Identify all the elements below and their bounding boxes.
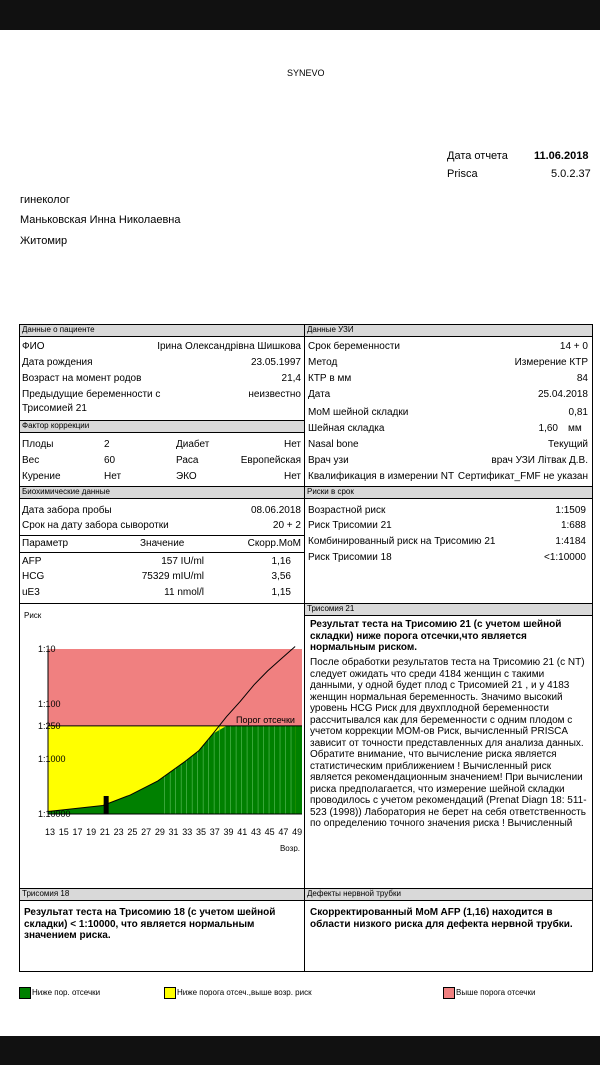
x-tick-label: 37: [209, 827, 220, 837]
biochem-param: HCG: [22, 571, 45, 582]
biochem-value: 11 nmol/l: [164, 587, 204, 598]
cutoff-label: Порог отсечки: [236, 714, 295, 725]
legend-red-swatch: [443, 987, 455, 999]
smoking-label: Курение: [22, 471, 61, 482]
patient-age: 21,4: [281, 373, 301, 384]
legend-yellow-swatch: [164, 987, 176, 999]
us-nasal-value: Текущий: [548, 439, 588, 450]
biochem-value: 75329 mIU/ml: [141, 571, 204, 582]
serum-term: 20 + 2: [272, 520, 301, 531]
us-nt-label: Шейная складка: [308, 423, 385, 434]
risks-section-title: Риски в срок: [305, 487, 592, 499]
us-method-label: Метод: [308, 357, 338, 368]
us-ktr-label: КТР в мм: [308, 373, 352, 384]
us-mom-label: MoM шейной складки: [308, 407, 409, 418]
col-mom: Скорр.MoM: [247, 538, 301, 549]
us-nasal-label: Nasal bone: [308, 439, 359, 450]
patient-dob-label: Дата рождения: [22, 357, 93, 368]
x-tick-label: 29: [154, 827, 165, 837]
x-tick-label: 35: [196, 827, 207, 837]
us-method-value: Измерение КТР: [514, 357, 588, 368]
x-tick-label: 47: [278, 827, 289, 837]
patient-marker: [104, 796, 109, 814]
col-param: Параметр: [22, 538, 69, 549]
y-tick-label: 1:100: [38, 699, 61, 709]
patient-prev-label-2: Трисомией 21: [22, 403, 87, 414]
lab-name: SYNEVO: [287, 68, 325, 78]
race-value: Европейская: [240, 455, 301, 466]
x-tick-label: 39: [223, 827, 234, 837]
biochem-mom: 3,56: [271, 571, 291, 582]
diabetes-value: Нет: [283, 439, 301, 450]
t21-result: Результат теста на Трисомию 21 (с учетом шейной складки) ниже порога отсечки,что является нормальным риском.: [310, 619, 562, 653]
patient-section-title: Данные о пациенте: [20, 325, 304, 337]
risk-value: 1:4184: [555, 536, 586, 547]
ultrasound-section-title: Данные УЗИ: [305, 325, 592, 337]
legend-yellow-label: Ниже порога отсеч.,выше возр. риск: [177, 988, 312, 997]
us-nt-unit: мм: [568, 423, 582, 434]
biochem-param: AFP: [22, 556, 42, 567]
biochem-mom: 1,16: [271, 556, 291, 567]
patient-prev-label-1: Предыдущие беременности с: [22, 389, 161, 400]
y-tick-label: 1:250: [38, 720, 61, 731]
us-ktr-value: 84: [576, 373, 588, 384]
patient-dob: 23.05.1997: [250, 357, 301, 368]
legend-red-label: Выше порога отсечки: [456, 988, 536, 997]
us-term-value: 14 + 0: [559, 341, 588, 352]
us-term-label: Срок беременности: [308, 341, 401, 352]
patient-prev-value: неизвестно: [248, 389, 301, 400]
col-value: Значение: [140, 538, 185, 549]
x-tick-label: 33: [182, 827, 193, 837]
biochem-value: 157 IU/ml: [161, 556, 204, 567]
software-version: 5.0.2.37: [551, 168, 591, 180]
ivf-value: Нет: [283, 471, 301, 482]
report-date: 11.06.2018: [534, 150, 589, 162]
report-date-label: Дата отчета: [447, 150, 508, 162]
us-qual-label: Квалификация в измерении NT: [308, 471, 455, 482]
us-doctor-value: врач УЗИ Літвак Д.В.: [491, 455, 588, 466]
t18-result: Результат теста на Трисомию 18 (с учетом шейной складки) < 1:10000, что является нормальным значением риска.: [24, 907, 276, 941]
risk-label: Риск Трисомии 18: [308, 552, 392, 563]
y-tick-label: 1:10: [38, 644, 56, 654]
us-date-label: Дата: [308, 389, 331, 400]
x-tick-label: 17: [72, 827, 83, 837]
patient-name-label: ФИО: [22, 341, 45, 352]
x-tick-label: 41: [237, 827, 248, 837]
doctor-city: Житомир: [20, 235, 68, 247]
legend-green-label: Ниже пор. отсечки: [32, 988, 101, 997]
x-tick-label: 13: [44, 827, 56, 837]
sample-date-label: Дата забора пробы: [22, 505, 112, 516]
correction-section-title: Фактор коррекции: [20, 421, 304, 433]
t21-text: После обработки результатов теста на Трисомию 21 (с NT) следует ожидать что среди 4184 женщин с такими данными, у одной будет плод с Трисомией 21 , и у 4183 женщин нормальная беременность. Значимо высокий уровень HCG Риск для двухплодной беременности рассчитывался как для беременности с одним плодом с учетом коррекции MOM-ов Риск, вычисленный PRISCA зависит от точности представленных для анализа данных. Обратите внимание, что вычисление риска является статистическим приближением ! Вычисленный риск является рекомендационным значением! При вычислении риска предполагается, что измерение шейной складки проводилось с учетом рекомендаций (Prenat Diagn 18: 511-523 (1998)) Лаборатория не берет на себя ответственность по определению точного значения риска ! Вычисленный: [310, 657, 587, 829]
bottom-status-bar: [0, 1036, 600, 1065]
diabetes-label: Диабет: [176, 439, 210, 450]
risk-value: 1:1509: [555, 505, 586, 516]
weight-label: Вес: [22, 455, 40, 466]
us-date-value: 25.04.2018: [537, 389, 588, 400]
doctor-role: гинеколог: [20, 194, 70, 206]
us-nt-value: 1,60: [538, 423, 558, 434]
x-tick-label: 43: [250, 827, 261, 837]
ivf-label: ЭКО: [176, 471, 197, 482]
biochem-mom: 1,15: [271, 587, 291, 598]
software-label: Prisca: [447, 168, 478, 180]
x-tick-label: 27: [141, 827, 152, 837]
y-tick-label: 1:10000: [38, 809, 71, 819]
patient-age-label: Возраст на момент родов: [22, 373, 142, 384]
weight-value: 60: [104, 455, 116, 466]
race-label: Раса: [176, 455, 199, 466]
risk-label: Возрастной риск: [308, 505, 386, 516]
sample-date: 08.06.2018: [250, 505, 301, 516]
x-tick-label: 25: [127, 827, 138, 837]
smoking-value: Нет: [104, 471, 122, 482]
doctor-name: Маньковская Инна Николаевна: [20, 214, 181, 226]
x-tick-label: 49: [292, 827, 303, 837]
ntd-result: Скорректированный MoM AFP (1,16) находится в области низкого риска для дефекта нервной трубки.: [310, 907, 573, 930]
us-qual-value: Сертификат_FMF не указан: [457, 471, 588, 482]
ntd-section-title: Дефекты нервной трубки: [305, 889, 592, 901]
top-status-bar: [0, 0, 600, 30]
biochem-param: uE3: [22, 587, 40, 598]
x-tick-label: 19: [86, 827, 97, 837]
x-axis-label: Возр.: [279, 844, 300, 852]
risk-value: <1:10000: [544, 552, 586, 563]
risk-label: Комбинированный риск на Трисомию 21: [308, 536, 496, 547]
x-tick-label: 21: [99, 827, 110, 837]
x-tick-label: 23: [113, 827, 124, 837]
patient-name: Ірина Олександрівна Шишкова: [157, 341, 301, 352]
risk-label: Риск Трисомии 21: [308, 520, 392, 531]
serum-term-label: Срок на дату забора сыворотки: [22, 520, 169, 531]
us-mom-value: 0,81: [568, 407, 588, 418]
fetus-label: Плоды: [22, 439, 54, 450]
us-doctor-label: Врач узи: [308, 455, 349, 466]
risk-chart: [20, 634, 304, 852]
legend-green-swatch: [19, 987, 31, 999]
t21-section-title: Трисомия 21: [305, 604, 592, 616]
x-tick-label: 45: [264, 827, 275, 837]
y-tick-label: 1:1000: [38, 754, 66, 764]
x-tick-label: 15: [58, 827, 69, 837]
biochem-section-title: Биохимические данные: [20, 487, 304, 499]
risk-value: 1:688: [560, 520, 586, 531]
x-tick-label: 31: [168, 827, 179, 837]
chart-title: Риск: [24, 611, 42, 620]
center-divider: [304, 324, 305, 972]
fetus-value: 2: [104, 439, 110, 450]
t18-section-title: Трисомия 18: [20, 889, 304, 901]
zone-low-risk-edge: [295, 726, 302, 814]
